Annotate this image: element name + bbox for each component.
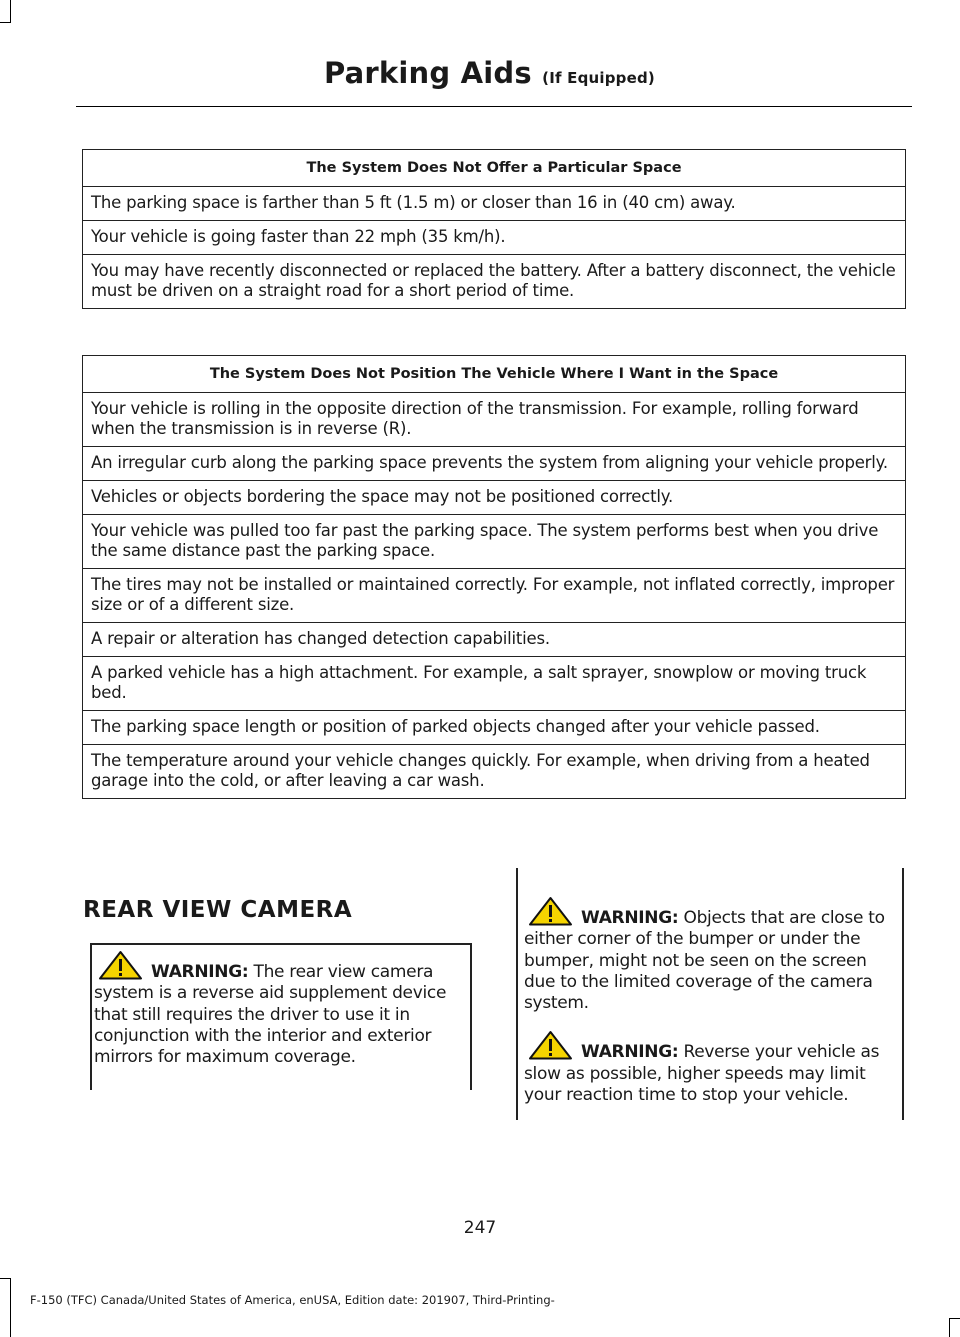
warning-paragraph	[94, 950, 464, 1068]
warning-text: Objects that are close to either corner of the bumper or under the bumper, might not be seen on the screen due to the limited coverage of the camera system.	[524, 908, 885, 1014]
table-cell: A parked vehicle has a high attachment. For example, a salt sprayer, snowplow or moving truck bed.	[83, 657, 906, 711]
page-number: 247	[463, 1218, 497, 1238]
warning-triangle-icon	[528, 1030, 573, 1060]
table-row	[83, 657, 906, 711]
table-cell: The tires may not be installed or maintained correctly. For example, not inflated correctly, improper size or of a different size.	[83, 569, 906, 623]
table-heading: The System Does Not Position The Vehicle Where I Want in the Space	[83, 356, 906, 393]
crop-mark	[0, 1278, 11, 1279]
warning-box-rear-camera	[90, 943, 472, 1090]
warning-box-right	[516, 868, 904, 1120]
table-cell: A repair or alteration has changed detection capabilities.	[83, 623, 906, 657]
table-cell: You may have recently disconnected or replaced the battery. After a battery disconnect, the vehicle must be driven on a straight road for a short period of time.	[83, 255, 906, 309]
warning-text: The rear view camera system is a reverse aid supplement device that still requires the driver to use it in conjunction with the interior and exterior mirrors for maximum coverage.	[94, 962, 447, 1068]
page-title-text: Parking Aids	[323, 56, 532, 90]
table-header-row	[83, 356, 906, 393]
table-cell: The parking space length or position of parked objects changed after your vehicle passed.	[83, 711, 906, 745]
crop-mark	[949, 1318, 950, 1337]
table-row	[83, 447, 906, 481]
section-heading: REAR VIEW CAMERA	[83, 897, 353, 923]
warning-paragraph	[524, 896, 896, 1014]
page-title-subtitle: (If Equipped)	[542, 69, 655, 87]
table-row	[83, 515, 906, 569]
table-row	[83, 711, 906, 745]
warning-text: Reverse your vehicle as slow as possible, higher speeds may limit your reaction time to stop your vehicle.	[524, 1042, 880, 1106]
warning-triangle-icon	[98, 950, 143, 980]
table-row	[83, 255, 906, 309]
table-position-issues	[82, 355, 906, 799]
page-title	[324, 56, 655, 90]
warning-paragraph	[524, 1030, 896, 1106]
table-cell: An irregular curb along the parking space prevents the system from aligning your vehicle properly.	[83, 447, 906, 481]
warning-triangle-icon	[528, 896, 573, 926]
table-row	[83, 745, 906, 799]
table-row	[83, 221, 906, 255]
table-heading: The System Does Not Offer a Particular Space	[83, 150, 906, 187]
table-row	[83, 393, 906, 447]
crop-mark	[10, 0, 11, 22]
table-cell: Your vehicle was pulled too far past the parking space. The system performs best when you drive the same distance past the parking space.	[83, 515, 906, 569]
table-cell: The temperature around your vehicle changes quickly. For example, when driving from a heated garage into the cold, or after leaving a car wash.	[83, 745, 906, 799]
table-cell: Your vehicle is rolling in the opposite direction of the transmission. For example, rolling forward when the transmission is in reverse (R).	[83, 393, 906, 447]
header-divider	[76, 106, 912, 107]
table-no-particular-space	[82, 149, 906, 309]
table-row	[83, 623, 906, 657]
table-row	[83, 481, 906, 515]
crop-mark	[949, 1318, 960, 1319]
table-cell: Your vehicle is going faster than 22 mph (35 km/h).	[83, 221, 906, 255]
crop-mark	[10, 1278, 11, 1337]
warning-label: WARNING:	[581, 1042, 679, 1063]
table-row	[83, 569, 906, 623]
table-cell: Vehicles or objects bordering the space may not be positioned correctly.	[83, 481, 906, 515]
crop-mark	[0, 22, 11, 23]
footer-note: F-150 (TFC) Canada/United States of America, enUSA, Edition date: 201907, Third-Printing-	[30, 1293, 555, 1307]
table-header-row	[83, 150, 906, 187]
table-cell: The parking space is farther than 5 ft (1.5 m) or closer than 16 in (40 cm) away.	[83, 187, 906, 221]
table-row	[83, 187, 906, 221]
warning-label: WARNING:	[581, 908, 679, 928]
warning-label: WARNING:	[151, 962, 249, 982]
